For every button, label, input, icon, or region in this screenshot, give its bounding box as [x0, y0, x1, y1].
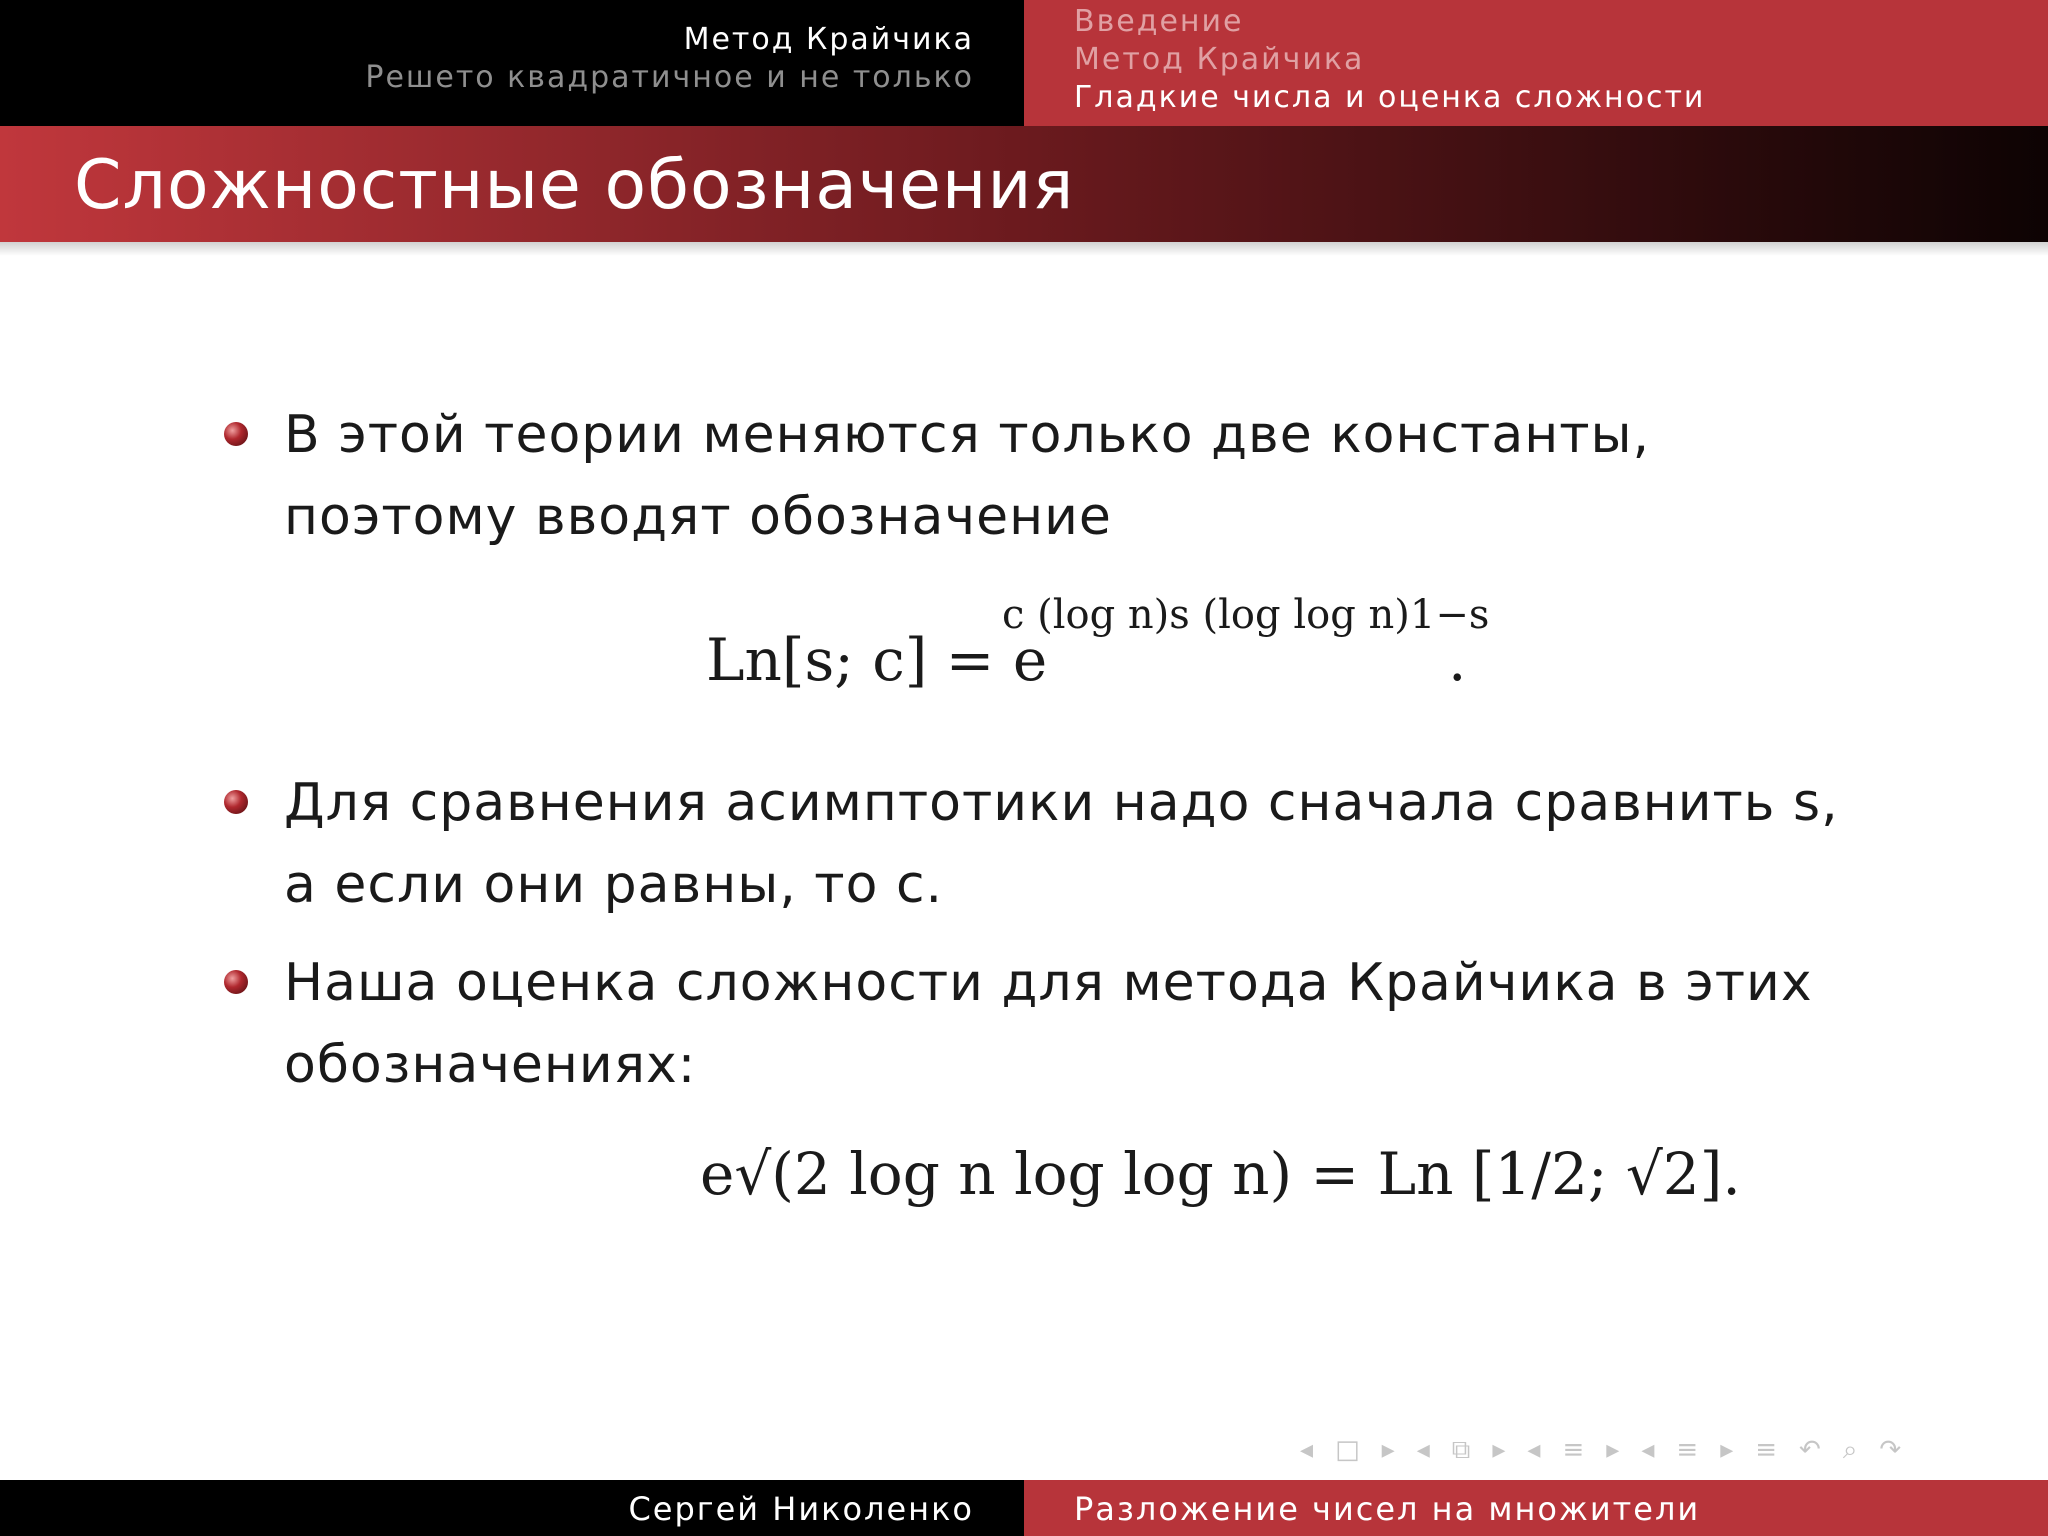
header-title[interactable]: Метод Крайчика [683, 22, 974, 57]
header-subtitle[interactable]: Решето квадратичное и не только [365, 60, 974, 95]
prev-subsection-icon[interactable]: ◂ [1416, 1435, 1430, 1465]
section-link-intro[interactable]: Введение [1074, 4, 1244, 39]
title-bar [0, 126, 2048, 242]
prev-section-icon[interactable]: ◂ [1527, 1435, 1541, 1465]
formula-exponent: c (log n)s (log log n)1−s [1002, 592, 1490, 638]
bullet-text-3: Наша оценка сложности для метода Крайчика в этих обозначениях: [284, 953, 1813, 1095]
header-left [0, 0, 1024, 126]
section-link-smooth-numbers[interactable]: Гладкие числа и оценка сложности [1074, 80, 1706, 115]
footer-topic[interactable]: Разложение чисел на множители [1074, 1490, 1701, 1528]
slide-title: Сложностные обозначения [74, 146, 1075, 225]
forward-icon[interactable]: ↷ [1879, 1435, 1902, 1465]
footer-author[interactable]: Сергей Николенко [628, 1490, 974, 1528]
title-shadow [0, 242, 2048, 256]
formula-lhs: Ln[s; c] = e [706, 626, 1048, 694]
next-section-icon[interactable]: ▸ [1606, 1435, 1620, 1465]
section-link-kraitchik[interactable]: Метод Крайчика [1074, 42, 1365, 77]
bullet-text-2: Для сравнения асимптотики надо сначала сравнить s, а если они равны, то c. [284, 773, 1839, 915]
back-icon[interactable]: ↶ [1799, 1435, 1821, 1465]
bullet-icon [224, 790, 248, 814]
footer-author-bar [0, 1480, 1024, 1536]
search-icon[interactable]: ⌕ [1842, 1434, 1858, 1465]
footer-topic-bar [1024, 1480, 2048, 1536]
next-frame-icon[interactable]: ▸ [1381, 1435, 1395, 1465]
slide-icon[interactable]: ≡ [1676, 1435, 1699, 1465]
formula-complexity-estimate: e√(2 log n log log n) = Ln [1/2; √2]. [700, 1140, 1741, 1208]
section-icon[interactable]: ≡ [1562, 1435, 1585, 1465]
next-subsection-icon[interactable]: ▸ [1492, 1435, 1506, 1465]
bullet-text-1: В этой теории меняются только две константы, поэтому вводят обозначение [284, 405, 1651, 547]
formula-period: . [1448, 626, 1467, 694]
bullet-icon [224, 422, 248, 446]
next-slide-icon[interactable]: ▸ [1720, 1435, 1734, 1465]
prev-slide-icon[interactable]: ◂ [1641, 1435, 1655, 1465]
beamer-navigation [1300, 1432, 1901, 1468]
document-icon[interactable]: ≡ [1755, 1435, 1778, 1465]
subsection-icon[interactable]: ⧉ [1451, 1434, 1471, 1465]
header-sections [1024, 0, 2048, 126]
bullet-icon [224, 970, 248, 994]
prev-frame-icon[interactable]: ◂ [1300, 1435, 1314, 1465]
frame-icon[interactable]: □ [1335, 1435, 1360, 1465]
